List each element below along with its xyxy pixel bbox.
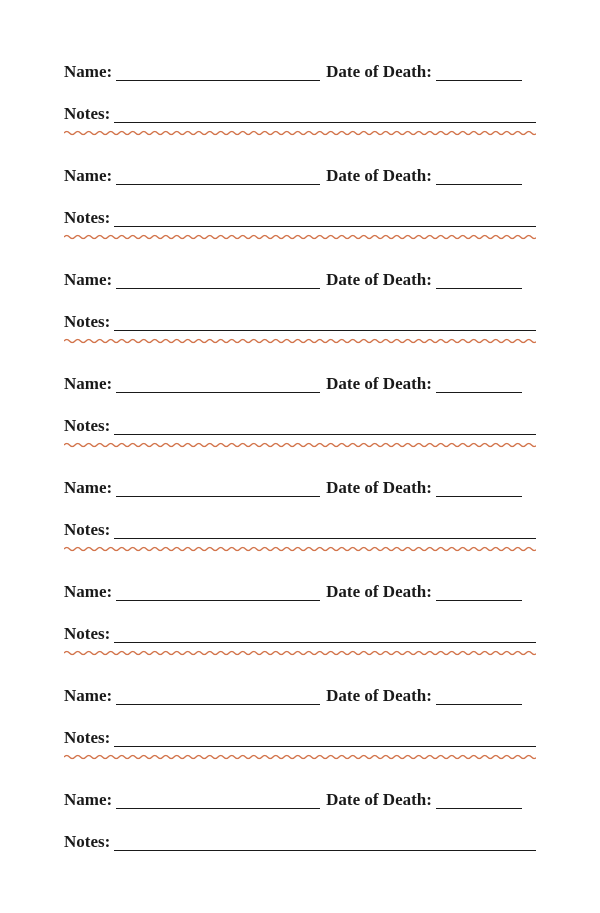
- date-of-death-field[interactable]: [436, 272, 522, 289]
- name-row: [64, 582, 536, 602]
- notes-row: [64, 208, 536, 228]
- wavy-divider-path: [64, 548, 536, 551]
- notes-field[interactable]: [114, 314, 536, 331]
- date-of-death-label: Date of Death:: [326, 166, 432, 185]
- date-of-death-label: Date of Death:: [326, 270, 432, 289]
- name-row: [64, 62, 536, 82]
- record-entry: [64, 478, 536, 582]
- wavy-divider-path: [64, 652, 536, 655]
- notes-field[interactable]: [114, 730, 536, 747]
- date-of-death-field[interactable]: [436, 480, 522, 497]
- record-entry: [64, 62, 536, 166]
- name-label: Name:: [64, 582, 113, 601]
- notes-field[interactable]: [114, 418, 536, 435]
- notes-label: Notes:: [64, 520, 111, 539]
- name-field[interactable]: [116, 480, 320, 497]
- notes-row: [64, 520, 536, 540]
- date-of-death-label: Date of Death:: [326, 62, 432, 81]
- name-field[interactable]: [116, 168, 320, 185]
- name-label: Name:: [64, 374, 113, 393]
- wavy-divider-line: [64, 649, 536, 657]
- name-field[interactable]: [116, 688, 320, 705]
- wavy-divider-path: [64, 340, 536, 343]
- wavy-divider: [64, 129, 536, 137]
- wavy-divider: [64, 441, 536, 449]
- name-field[interactable]: [116, 584, 320, 601]
- record-entry: [64, 790, 536, 894]
- notes-row: [64, 104, 536, 124]
- name-row: [64, 166, 536, 186]
- name-label: Name:: [64, 166, 113, 185]
- notes-field[interactable]: [114, 522, 536, 539]
- wavy-divider-line: [64, 129, 536, 137]
- notes-label: Notes:: [64, 624, 111, 643]
- notes-label: Notes:: [64, 416, 111, 435]
- name-row: [64, 374, 536, 394]
- notes-row: [64, 416, 536, 436]
- notes-label: Notes:: [64, 312, 111, 331]
- wavy-divider: [64, 649, 536, 657]
- date-of-death-field[interactable]: [436, 584, 522, 601]
- date-of-death-field[interactable]: [436, 688, 522, 705]
- notes-label: Notes:: [64, 104, 111, 123]
- notes-row: [64, 728, 536, 748]
- notes-label: Notes:: [64, 728, 111, 747]
- name-field[interactable]: [116, 272, 320, 289]
- name-label: Name:: [64, 686, 113, 705]
- record-entry: [64, 686, 536, 790]
- name-row: [64, 478, 536, 498]
- notes-label: Notes:: [64, 208, 111, 227]
- wavy-divider-line: [64, 545, 536, 553]
- wavy-divider-line: [64, 753, 536, 761]
- date-of-death-field[interactable]: [436, 64, 522, 81]
- name-row: [64, 790, 536, 810]
- name-row: [64, 686, 536, 706]
- record-entry: [64, 582, 536, 686]
- record-entry: [64, 166, 536, 270]
- wavy-divider: [64, 337, 536, 345]
- wavy-divider-path: [64, 132, 536, 135]
- notes-row: [64, 312, 536, 332]
- wavy-divider-line: [64, 441, 536, 449]
- notes-field[interactable]: [114, 106, 536, 123]
- record-entry: [64, 270, 536, 374]
- name-label: Name:: [64, 790, 113, 809]
- name-field[interactable]: [116, 64, 320, 81]
- wavy-divider-path: [64, 236, 536, 239]
- notes-row: [64, 624, 536, 644]
- name-label: Name:: [64, 270, 113, 289]
- date-of-death-label: Date of Death:: [326, 686, 432, 705]
- wavy-divider-line: [64, 337, 536, 345]
- notes-field[interactable]: [114, 626, 536, 643]
- name-label: Name:: [64, 478, 113, 497]
- name-row: [64, 270, 536, 290]
- notes-field[interactable]: [114, 210, 536, 227]
- notes-label: Notes:: [64, 832, 111, 851]
- wavy-divider: [64, 753, 536, 761]
- wavy-divider-path: [64, 756, 536, 759]
- wavy-divider: [64, 233, 536, 241]
- name-field[interactable]: [116, 792, 320, 809]
- record-entry: [64, 374, 536, 478]
- wavy-divider-line: [64, 233, 536, 241]
- date-of-death-label: Date of Death:: [326, 478, 432, 497]
- wavy-divider: [64, 545, 536, 553]
- date-of-death-field[interactable]: [436, 792, 522, 809]
- wavy-divider-path: [64, 444, 536, 447]
- name-field[interactable]: [116, 376, 320, 393]
- notes-field[interactable]: [114, 834, 536, 851]
- date-of-death-field[interactable]: [436, 376, 522, 393]
- notes-row: [64, 832, 536, 852]
- date-of-death-label: Date of Death:: [326, 790, 432, 809]
- name-label: Name:: [64, 62, 113, 81]
- date-of-death-field[interactable]: [436, 168, 522, 185]
- date-of-death-label: Date of Death:: [326, 374, 432, 393]
- date-of-death-label: Date of Death:: [326, 582, 432, 601]
